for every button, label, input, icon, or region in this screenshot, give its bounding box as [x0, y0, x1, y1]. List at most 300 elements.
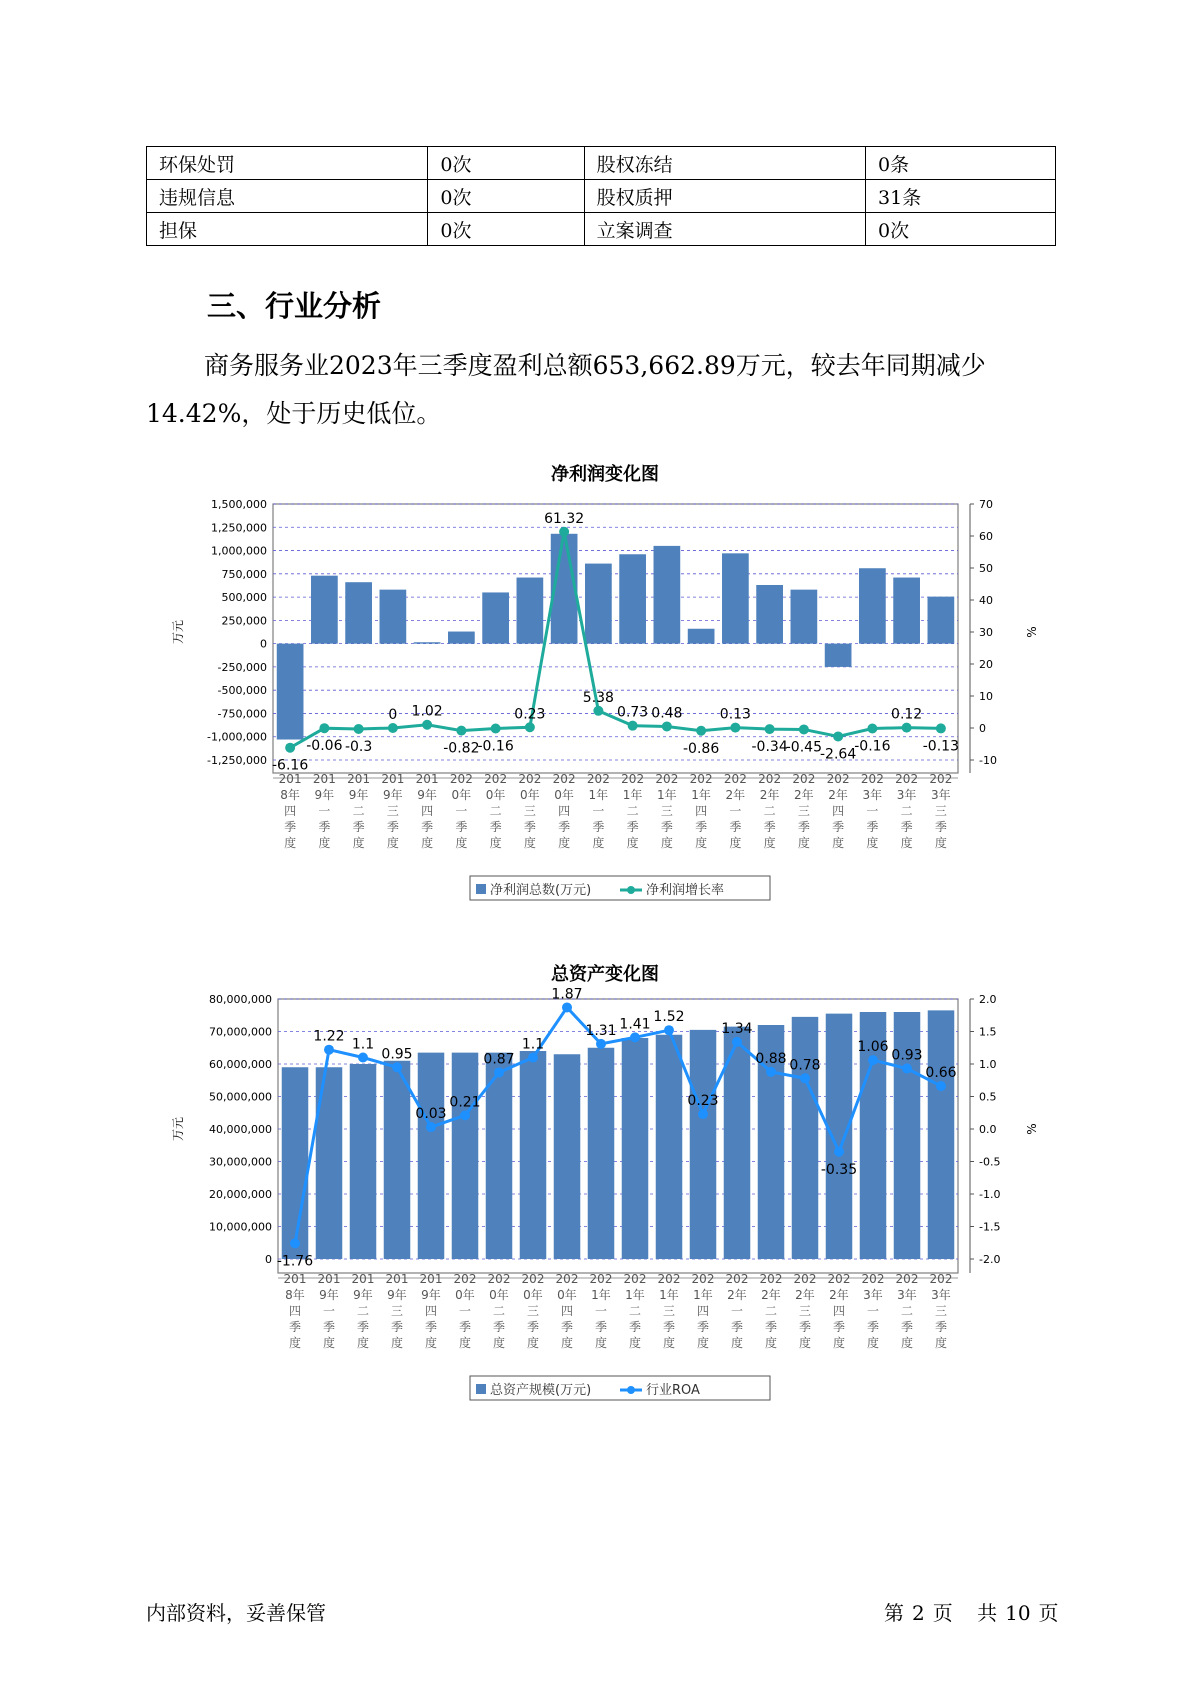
x-tick-label: 季	[455, 820, 468, 834]
bar	[722, 553, 749, 643]
x-tick-label: 9年	[421, 1288, 441, 1302]
x-tick-label: 202	[758, 772, 782, 786]
x-tick-label: 度	[866, 836, 879, 850]
x-tick-label: 201	[347, 772, 371, 786]
x-tick-label: 季	[592, 820, 605, 834]
x-tick-label: 度	[729, 836, 742, 850]
x-tick-label: 季	[730, 1320, 744, 1334]
x-tick-label: 三	[798, 1304, 812, 1318]
x-tick-label: 202	[657, 1272, 681, 1286]
x-tick-label: 一	[730, 1304, 744, 1318]
table-row	[147, 147, 1056, 180]
line-point	[696, 726, 706, 736]
data-label: -0.86	[683, 740, 720, 757]
total-number: 10	[1005, 1601, 1031, 1625]
x-tick-label: 一	[455, 804, 468, 818]
x-tick-label: 季	[900, 1320, 914, 1334]
y-tick-label: 40,000,000	[209, 1123, 272, 1136]
y2-tick-label: 2.0	[979, 993, 997, 1006]
bar	[654, 546, 681, 644]
y2-tick-label: 50	[979, 562, 993, 575]
data-label: 1.31	[585, 1022, 617, 1039]
y-tick-label: -1,000,000	[207, 730, 267, 744]
y-tick-label: -1,250,000	[207, 754, 267, 767]
x-tick-label: 1年	[659, 1288, 679, 1302]
x-tick-label: 度	[934, 836, 947, 850]
y2-tick-label: 0	[979, 722, 986, 735]
x-tick-label: 一	[458, 1304, 472, 1318]
x-tick-label: 季	[660, 820, 673, 834]
risk-info-table	[146, 146, 1056, 246]
bar	[277, 644, 304, 740]
x-tick-label: 2年	[759, 788, 780, 802]
line-point	[422, 720, 432, 730]
x-tick-label: 季	[662, 1320, 676, 1334]
footer-page-info	[884, 1597, 1067, 1626]
total-assets-chart	[170, 955, 1040, 1405]
x-tick-label: 度	[386, 836, 399, 850]
x-tick-label: 202	[521, 1272, 545, 1286]
x-tick-label: 202	[827, 1272, 851, 1286]
y-tick-label: 1,500,000	[211, 498, 267, 511]
x-tick-label: 季	[900, 820, 913, 834]
line-point	[426, 1122, 436, 1132]
x-tick-label: 季	[832, 820, 845, 834]
bar	[311, 576, 338, 644]
table-cell: 0次	[428, 180, 584, 213]
x-tick-label: 二	[626, 804, 639, 818]
x-tick-label: 度	[455, 836, 468, 850]
x-tick-label: 度	[797, 836, 810, 850]
data-label: 1.1	[351, 1036, 375, 1053]
x-tick-label: 度	[458, 1336, 472, 1350]
data-label: -0.16	[477, 738, 514, 755]
data-label: 0.95	[381, 1046, 413, 1063]
line-point	[324, 1045, 334, 1055]
x-tick-label: 二	[352, 804, 365, 818]
bar	[520, 1051, 547, 1259]
x-tick-label: 201	[278, 772, 302, 786]
data-label: 1.87	[551, 986, 583, 1003]
line-point	[494, 1067, 504, 1077]
x-tick-label: 一	[866, 804, 879, 818]
table-cell: 立案调查	[584, 213, 865, 246]
x-tick-label: 季	[764, 1320, 778, 1334]
x-tick-label: 二	[489, 804, 502, 818]
data-label: 1.06	[857, 1039, 889, 1056]
x-tick-label: 三	[797, 804, 810, 818]
bar	[893, 578, 920, 644]
x-tick-label: 度	[288, 1336, 302, 1350]
x-tick-label: 季	[934, 1320, 948, 1334]
chart-title: 净利润变化图	[551, 464, 659, 485]
x-tick-label: 度	[934, 1336, 948, 1350]
x-tick-label: 8年	[280, 788, 300, 802]
y-tick-label: 50,000,000	[209, 1090, 272, 1104]
x-tick-label: 1年	[693, 1288, 713, 1302]
chart-title: 总资产变化图	[551, 964, 659, 985]
x-tick-label: 三	[660, 804, 673, 818]
x-tick-label: 2年	[761, 1288, 781, 1302]
data-label: 0	[388, 707, 398, 723]
line-point	[562, 1002, 572, 1012]
y2-tick-label: 30	[979, 626, 993, 639]
page-prefix: 第	[884, 1601, 904, 1625]
x-tick-label: 202	[929, 1272, 953, 1286]
data-label: 0.13	[719, 706, 751, 723]
data-label: -0.82	[443, 740, 480, 757]
x-tick-label: 201	[385, 1272, 409, 1286]
line-point	[460, 1110, 470, 1120]
x-tick-label: 0年	[455, 1288, 475, 1302]
x-tick-label: 度	[900, 1336, 914, 1350]
y-tick-label: 750,000	[221, 567, 267, 581]
y-tick-label: 1,000,000	[211, 544, 267, 558]
x-tick-label: 度	[866, 1336, 880, 1350]
x-tick-label: 度	[489, 836, 502, 850]
x-tick-label: 202	[861, 1272, 885, 1286]
x-tick-label: 1年	[625, 1288, 645, 1302]
data-label: 0.03	[415, 1106, 447, 1123]
data-label: 1.34	[721, 1020, 753, 1037]
x-tick-label: 度	[390, 1336, 404, 1350]
line-point	[833, 731, 843, 741]
line-point	[354, 724, 364, 734]
line-point	[936, 1081, 946, 1091]
x-tick-label: 9年	[387, 1288, 407, 1302]
bar	[619, 554, 646, 643]
footer-confidential: 内部资料，妥善保管	[146, 1601, 326, 1625]
y2-tick-label: -1.5	[979, 1220, 1001, 1234]
x-tick-label: 2年	[725, 788, 746, 802]
line-point	[765, 724, 775, 734]
x-tick-label: 季	[696, 1320, 710, 1334]
x-tick-label: 度	[832, 1336, 846, 1350]
bar	[688, 629, 715, 644]
data-label: 0.78	[789, 1057, 821, 1074]
section-paragraph	[146, 342, 1056, 438]
x-tick-label: 度	[318, 836, 331, 850]
x-tick-label: 201	[312, 772, 336, 786]
data-label: -1.76	[276, 1253, 314, 1270]
bar	[756, 585, 783, 644]
bar	[380, 590, 407, 644]
legend-bar-swatch	[476, 884, 486, 894]
x-tick-label: 3年	[862, 788, 883, 802]
x-tick-label: 四	[424, 1304, 438, 1318]
x-tick-label: 2年	[795, 1288, 815, 1302]
bar	[859, 568, 886, 643]
x-tick-label: 0年	[554, 788, 574, 802]
x-tick-label: 二	[628, 1304, 642, 1318]
x-tick-label: 1年	[588, 788, 609, 802]
x-tick-label: 202	[449, 772, 473, 786]
line-point	[664, 1025, 674, 1035]
x-tick-label: 201	[381, 772, 405, 786]
x-tick-label: 季	[934, 820, 947, 834]
legend-line-label: 行业ROA	[646, 1383, 700, 1398]
x-tick-label: 202	[586, 772, 610, 786]
x-tick-label: 季	[356, 1320, 370, 1334]
y2-tick-label: 20	[979, 658, 993, 671]
x-tick-label: 202	[895, 772, 919, 786]
x-tick-label: 季	[284, 820, 297, 834]
line-point	[630, 1032, 640, 1042]
x-tick-label: 202	[555, 1272, 579, 1286]
x-tick-label: 季	[523, 820, 536, 834]
y-tick-label: 70,000,000	[209, 1025, 272, 1039]
bar	[345, 582, 372, 643]
x-tick-label: 季	[390, 1320, 404, 1334]
bar	[384, 1061, 411, 1259]
line-point	[525, 722, 535, 732]
total-unit: 页	[1038, 1601, 1059, 1625]
x-tick-label: 202	[759, 1272, 783, 1286]
bar	[482, 592, 509, 643]
line-point	[867, 724, 877, 734]
page-unit: 页	[932, 1601, 953, 1625]
data-label: -0.3	[344, 738, 373, 755]
legend-bar-swatch	[476, 1384, 486, 1394]
line-point	[593, 706, 603, 716]
y2-tick-label: -10	[979, 754, 997, 767]
y2-tick-label: 60	[979, 530, 993, 543]
x-tick-label: 一	[594, 1304, 608, 1318]
x-tick-label: 季	[763, 820, 776, 834]
y-tick-label: 30,000,000	[209, 1155, 272, 1169]
line-point	[285, 743, 295, 753]
x-tick-label: 度	[832, 836, 845, 850]
x-tick-label: 三	[390, 1304, 404, 1318]
legend-line-marker	[627, 886, 635, 894]
data-label: -2.64	[820, 746, 857, 763]
data-label: 5.38	[582, 689, 614, 706]
x-tick-label: 0年	[451, 788, 472, 802]
line-point	[698, 1109, 708, 1119]
x-tick-label: 202	[691, 1272, 715, 1286]
x-tick-label: 202	[689, 772, 713, 786]
x-tick-label: 四	[284, 804, 297, 818]
y2-tick-label: 70	[979, 498, 993, 511]
x-tick-label: 度	[284, 836, 297, 850]
x-tick-label: 度	[322, 1336, 336, 1350]
y-tick-label: 20,000,000	[209, 1188, 272, 1201]
table-cell: 0次	[428, 147, 584, 180]
x-tick-label: 度	[900, 836, 913, 850]
x-tick-label: 季	[695, 820, 708, 834]
legend-bar-label: 净利润总数(万元)	[490, 883, 592, 898]
table-row	[147, 213, 1056, 246]
x-tick-label: 9年	[353, 1288, 373, 1302]
x-tick-label: 202	[860, 772, 884, 786]
data-label: -6.16	[272, 757, 309, 774]
line-point	[800, 1073, 810, 1083]
x-tick-label: 202	[487, 1272, 511, 1286]
x-tick-label: 202	[484, 772, 508, 786]
x-tick-label: 季	[594, 1320, 608, 1334]
x-tick-label: 一	[318, 804, 331, 818]
x-tick-label: 度	[592, 836, 605, 850]
y2-axis-label: %	[1025, 626, 1039, 638]
bar	[826, 1014, 853, 1259]
x-tick-label: 1年	[691, 788, 711, 802]
y2-tick-label: -1.0	[979, 1188, 1001, 1201]
data-label: 0.88	[755, 1050, 787, 1067]
x-tick-label: 度	[424, 1336, 438, 1350]
data-label: 0.93	[891, 1047, 923, 1064]
line-point	[319, 723, 329, 733]
line-point	[662, 721, 672, 731]
x-tick-label: 202	[655, 772, 679, 786]
y2-tick-label: -0.5	[979, 1155, 1001, 1169]
y-tick-label: 10,000,000	[209, 1220, 272, 1234]
x-tick-label: 202	[929, 772, 953, 786]
data-label: 1.41	[619, 1016, 651, 1033]
bar	[690, 1030, 717, 1259]
x-tick-label: 四	[832, 1304, 846, 1318]
x-tick-label: 二	[764, 1304, 778, 1318]
y2-tick-label: 0.5	[979, 1090, 997, 1104]
x-tick-label: 三	[662, 1304, 676, 1318]
y2-axis-label: %	[1025, 1123, 1039, 1135]
line-point	[732, 1037, 742, 1047]
x-tick-label: 202	[552, 772, 576, 786]
data-label: 0.23	[687, 1093, 719, 1110]
x-tick-label: 度	[558, 836, 571, 850]
x-tick-label: 1年	[591, 1288, 611, 1302]
x-tick-label: 202	[623, 1272, 647, 1286]
x-tick-label: 度	[594, 1336, 608, 1350]
legend-bar-label: 总资产规模(万元)	[490, 1383, 592, 1398]
x-tick-label: 二	[900, 1304, 914, 1318]
x-tick-label: 季	[318, 820, 331, 834]
bar	[414, 642, 441, 643]
line-point	[730, 723, 740, 733]
x-tick-label: 季	[866, 820, 879, 834]
y-tick-label: 80,000,000	[209, 993, 272, 1006]
line-point	[902, 1064, 912, 1074]
data-label: 1.02	[411, 703, 443, 720]
bar	[622, 1038, 649, 1259]
bar	[350, 1064, 377, 1259]
y-tick-label: -250,000	[217, 660, 267, 674]
x-tick-label: 季	[832, 1320, 846, 1334]
x-tick-label: 3年	[896, 788, 917, 802]
x-tick-label: 度	[696, 1336, 710, 1350]
x-tick-label: 0年	[489, 1288, 509, 1302]
line-point	[868, 1055, 878, 1065]
line-point	[902, 723, 912, 733]
legend-line-marker	[627, 1386, 635, 1394]
line-point	[392, 1062, 402, 1072]
x-tick-label: 度	[526, 1336, 540, 1350]
x-tick-label: 2年	[794, 788, 814, 802]
x-tick-label: 季	[558, 820, 571, 834]
x-tick-label: 0年	[485, 788, 506, 802]
line-point	[628, 721, 638, 731]
x-tick-label: 9年	[417, 788, 437, 802]
bar	[418, 1053, 445, 1259]
x-tick-label: 201	[415, 772, 439, 786]
x-tick-label: 3年	[863, 1288, 883, 1302]
line-point	[528, 1053, 538, 1063]
x-tick-label: 202	[895, 1272, 919, 1286]
data-label: 1.52	[653, 1009, 685, 1026]
data-label: -0.16	[854, 738, 891, 755]
y-tick-label: 0	[260, 637, 267, 651]
y2-tick-label: 40	[979, 594, 993, 607]
data-label: 0.73	[617, 704, 649, 721]
data-label: -0.13	[922, 738, 959, 755]
table-cell: 环保处罚	[147, 147, 428, 180]
x-tick-label: 9年	[314, 788, 335, 802]
x-tick-label: 季	[798, 1320, 812, 1334]
bar	[282, 1067, 309, 1259]
x-tick-label: 2年	[829, 1288, 849, 1302]
line-point	[596, 1039, 606, 1049]
x-tick-label: 度	[763, 836, 776, 850]
x-tick-label: 度	[798, 1336, 812, 1350]
x-tick-label: 季	[322, 1320, 336, 1334]
x-tick-label: 季	[492, 1320, 506, 1334]
x-tick-label: 度	[492, 1336, 506, 1350]
x-tick-label: 一	[866, 1304, 880, 1318]
bar	[928, 1010, 955, 1259]
x-tick-label: 季	[560, 1320, 574, 1334]
x-tick-label: 0年	[557, 1288, 577, 1302]
x-tick-label: 0年	[520, 788, 540, 802]
table-row	[147, 180, 1056, 213]
x-tick-label: 四	[288, 1304, 302, 1318]
x-tick-label: 季	[386, 820, 399, 834]
line-point	[290, 1238, 300, 1248]
data-label: 0.12	[891, 706, 923, 723]
data-label: 0.87	[483, 1051, 515, 1068]
data-label: 0.23	[514, 706, 546, 723]
x-tick-label: 202	[621, 772, 645, 786]
table-cell: 31条	[866, 180, 1056, 213]
data-label: -0.34	[751, 739, 788, 756]
y-tick-label: 1,250,000	[211, 521, 267, 535]
x-tick-label: 202	[518, 772, 542, 786]
x-tick-label: 2年	[727, 1288, 747, 1302]
bar	[554, 1054, 581, 1259]
x-tick-label: 季	[421, 820, 434, 834]
x-tick-label: 度	[421, 836, 434, 850]
x-tick-label: 202	[589, 1272, 613, 1286]
x-tick-label: 201	[317, 1272, 341, 1286]
y-axis-label: 万元	[171, 619, 185, 645]
x-tick-label: 季	[526, 1320, 540, 1334]
y-tick-label: 250,000	[221, 614, 267, 628]
x-tick-label: 1年	[622, 788, 643, 802]
y-tick-label: 0	[265, 1253, 272, 1266]
line-point	[456, 726, 466, 736]
bar	[792, 1017, 819, 1259]
x-tick-label: 202	[453, 1272, 477, 1286]
x-tick-label: 度	[695, 836, 708, 850]
line-point	[766, 1067, 776, 1077]
x-tick-label: 四	[696, 1304, 710, 1318]
x-tick-label: 二	[492, 1304, 506, 1318]
y2-tick-label: 0.0	[979, 1123, 997, 1136]
x-tick-label: 3年	[931, 1288, 951, 1302]
x-tick-label: 季	[288, 1320, 302, 1334]
data-label: -0.45	[785, 739, 822, 756]
x-tick-label: 一	[592, 804, 605, 818]
x-tick-label: 季	[628, 1320, 642, 1334]
x-tick-label: 9年	[319, 1288, 339, 1302]
